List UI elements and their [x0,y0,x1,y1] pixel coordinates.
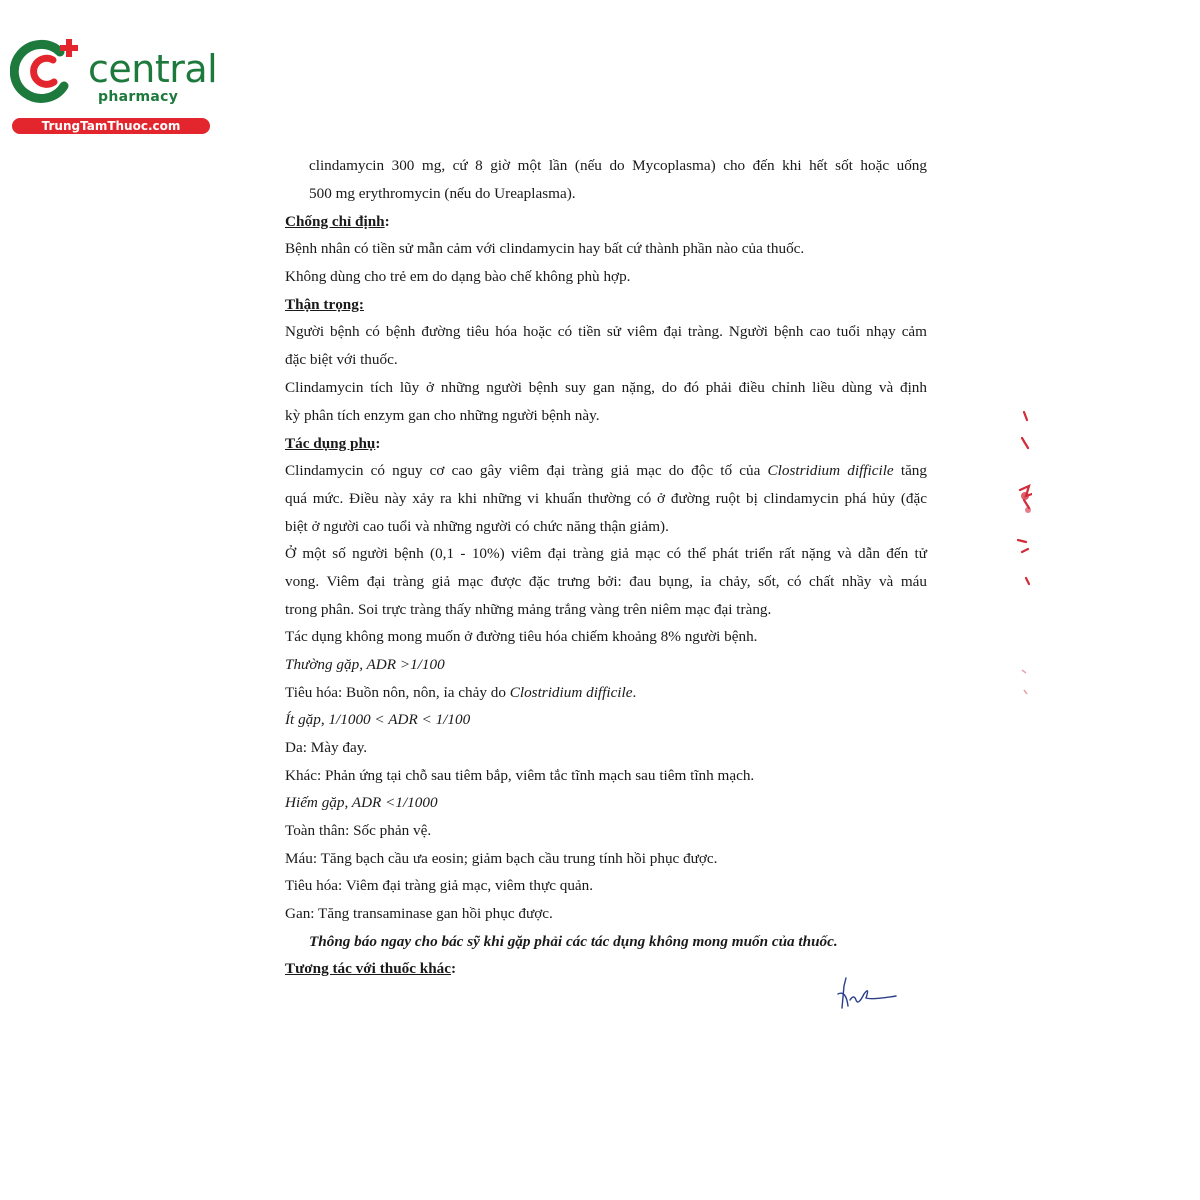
text-line: Tiêu hóa: Viêm đại tràng giả mạc, viêm thực quản. [285,877,594,894]
text-line [285,683,636,703]
text-span: . [632,684,637,701]
section-heading-precautions: Thận trọng: [285,296,364,313]
frequency-heading: Hiếm gặp, ADR <1/1000 [285,794,438,811]
text-line: 500 mg erythromycin (nếu do Ureaplasma). [309,185,576,202]
text-line: Bệnh nhân có tiền sử mẫn cảm với clindamycin hay bất cứ thành phần nào của thuốc. [285,240,805,257]
central-pharmacy-logo [10,36,218,136]
section-heading-drug-interactions: Tương tác với thuốc khác: [285,960,457,977]
species-name: Clostridium difficile [509,684,633,701]
text-span: tăng [893,462,927,479]
logo-brand-subtitle: pharmacy [98,89,179,105]
text-line: trong phân. Soi trực tràng thấy những mảng trắng vàng trên niêm mạc đại tràng. [285,601,772,618]
text-line: Người bệnh có bệnh đường tiêu hóa hoặc có tiền sử viêm đại tràng. Người bệnh cao tuổi nhạy cảm [285,323,927,340]
text-line: Không dùng cho trẻ em do dạng bào chế không phù hợp. [285,268,631,285]
frequency-heading: Ít gặp, 1/1000 < ADR < 1/100 [285,711,471,728]
frequency-heading: Thường gặp, ADR >1/100 [285,656,445,673]
text-span: Clindamycin có nguy cơ cao gây viêm đại tràng giả mạc do độc tố của [285,462,768,479]
pharmacy-cross-icon [10,36,80,106]
text-line [285,461,927,481]
text-line: Ở một số người bệnh (0,1 - 10%) viêm đại tràng giả mạc có thể phát triển rất nặng và dẫn đến tử [285,545,927,562]
heading-text: Tương tác với thuốc khác [285,960,452,977]
species-name: Clostridium difficile [767,462,894,479]
text-line: Máu: Tăng bạch cầu ưa eosin; giảm bạch cầu trung tính hồi phục được. [285,850,718,867]
section-heading-contraindications: Chống chỉ định: [285,213,390,230]
text-line: Clindamycin tích lũy ở những người bệnh suy gan nặng, do đó phải điều chỉnh liều dùng và định [285,379,927,396]
text-line: quá mức. Điều này xảy ra khi những vi khuẩn thường có ở đường ruột bị clindamycin phá hủy (đặc [285,490,927,507]
text-line: Tác dụng không mong muốn ở đường tiêu hóa chiếm khoảng 8% người bệnh. [285,628,758,645]
warning-notice: Thông báo ngay cho bác sỹ khi gặp phải các tác dụng không mong muốn của thuốc. [309,933,838,950]
text-line: biệt ở người cao tuổi và những người có chức năng thận giảm). [285,518,669,535]
text-line: kỳ phân tích enzym gan cho những người bệnh này. [285,407,600,424]
section-heading-side-effects: Tác dụng phụ: [285,435,381,452]
text-line: clindamycin 300 mg, cứ 8 giờ một lần (nếu do Mycoplasma) cho đến khi hết sốt hoặc uống [309,157,927,174]
heading-text: Chống chỉ định [285,213,385,230]
text-line: Gan: Tăng transaminase gan hồi phục được. [285,905,553,922]
logo-website-badge: TrungTamThuoc.com [12,118,210,134]
text-line: Da: Mày đay. [285,739,368,756]
heading-text: Tác dụng phụ [285,435,376,452]
signature-mark [828,972,898,1016]
text-span: Tiêu hóa: Buồn nôn, nôn, ỉa chảy do [285,684,510,701]
text-line: Toàn thân: Sốc phản vệ. [285,822,432,839]
text-line: vong. Viêm đại tràng giả mạc được đặc trưng bởi: đau bụng, ỉa chảy, sốt, có chất nhầy và máu [285,573,927,590]
text-line: đặc biệt với thuốc. [285,351,398,368]
edge-stamp-mark [1008,400,1032,720]
logo-brand-name: central [88,47,218,91]
text-line: Khác: Phản ứng tại chỗ sau tiêm bắp, viêm tắc tĩnh mạch sau tiêm tĩnh mạch. [285,767,755,784]
